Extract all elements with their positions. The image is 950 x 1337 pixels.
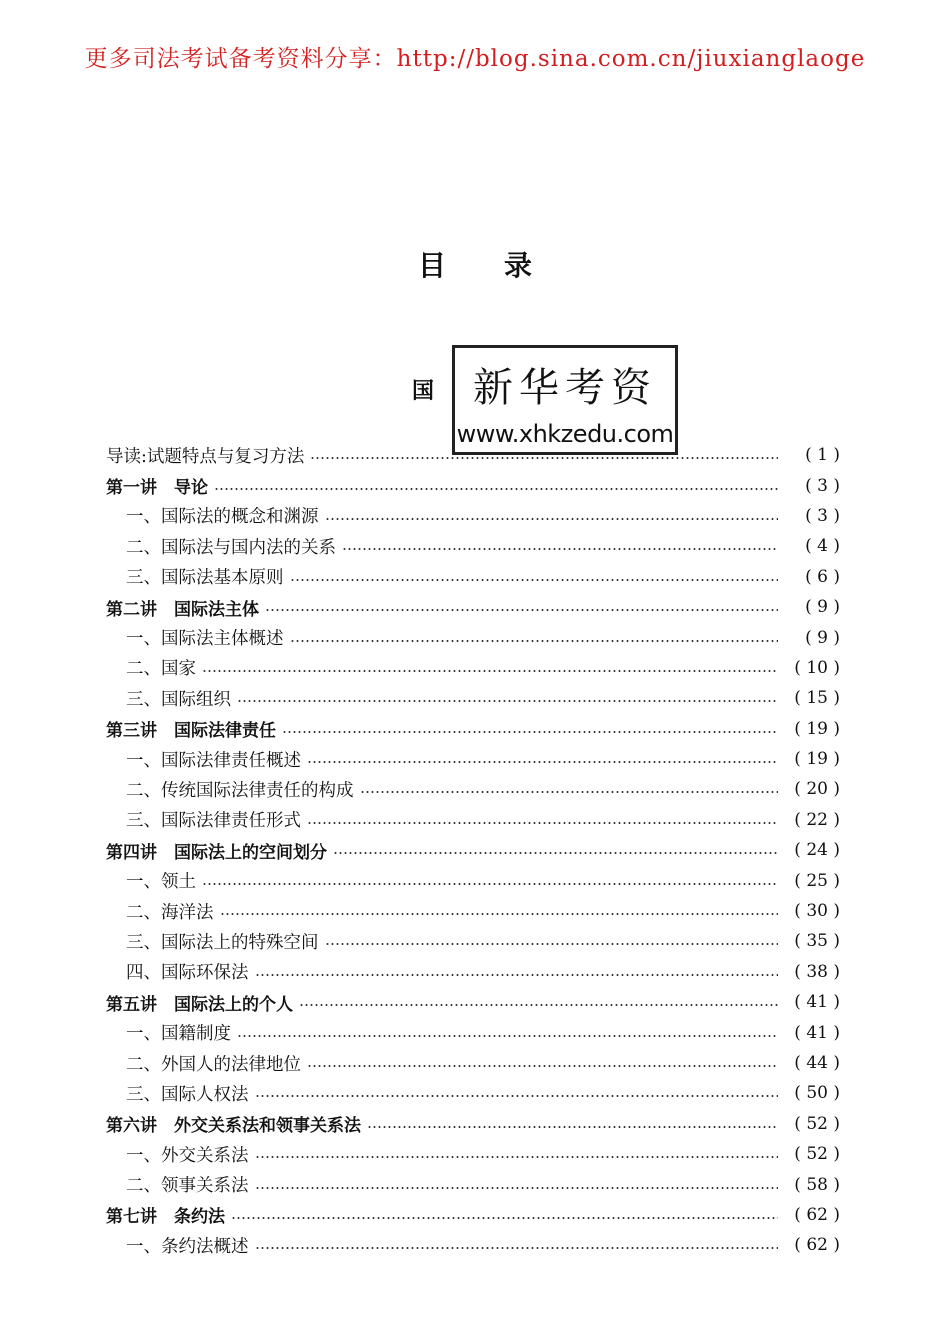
dot-leader [307, 761, 778, 763]
toc-entry-row[interactable] [106, 562, 840, 592]
toc-entry-row[interactable] [106, 1017, 840, 1047]
stamp-brand-text: 新华考资 [473, 365, 657, 411]
toc-page-number: ( 52 ) [794, 1144, 840, 1165]
toc-page-number: ( 20 ) [794, 779, 840, 800]
dot-leader [307, 1065, 778, 1067]
toc-entry-label: 二、传统国际法律责任的构成 [126, 780, 354, 801]
table-of-contents [106, 440, 840, 1261]
toc-page-number: ( 35 ) [794, 931, 840, 952]
toc-entry-row[interactable] [106, 531, 840, 561]
toc-page-number: ( 30 ) [794, 901, 840, 922]
toc-entry-row[interactable] [106, 653, 840, 683]
dot-leader [202, 883, 778, 885]
dot-leader [310, 457, 778, 459]
dot-leader [231, 1217, 778, 1219]
toc-chapter-row[interactable] [106, 1109, 840, 1139]
dot-leader [265, 609, 778, 611]
toc-entry-label: 第一讲 导论 [106, 478, 208, 499]
page-title: 目录 [417, 249, 590, 282]
toc-entry-row[interactable] [106, 774, 840, 804]
toc-entry-row[interactable] [106, 896, 840, 926]
toc-entry-label: 第六讲 外交关系法和领事关系法 [106, 1116, 361, 1137]
toc-chapter-row[interactable] [106, 714, 840, 744]
toc-entry-row[interactable] [106, 440, 840, 470]
dot-leader [342, 548, 778, 550]
dot-leader [237, 1035, 778, 1037]
dot-leader [255, 1247, 779, 1249]
dot-leader [282, 731, 778, 733]
dot-leader [360, 791, 779, 793]
toc-entry-row[interactable] [106, 1139, 840, 1169]
toc-entry-row[interactable] [106, 744, 840, 774]
toc-entry-label: 第二讲 国际法主体 [106, 599, 259, 620]
toc-entry-label: 二、海洋法 [126, 902, 214, 923]
toc-page-number: ( 52 ) [794, 1113, 840, 1134]
toc-chapter-row[interactable] [106, 592, 840, 622]
toc-entry-label: 一、外交关系法 [126, 1145, 249, 1166]
toc-page-number: ( 44 ) [794, 1053, 840, 1073]
toc-entry-label: 三、国际组织 [126, 689, 231, 710]
dot-leader [255, 1095, 779, 1097]
toc-entry-row[interactable] [106, 1078, 840, 1108]
toc-entry-label: 第七讲 条约法 [106, 1207, 225, 1228]
toc-entry-label: 一、国际法主体概述 [126, 629, 284, 650]
toc-entry-label: 二、国家 [126, 659, 196, 680]
toc-chapter-row[interactable] [106, 835, 840, 865]
dot-leader [255, 1187, 779, 1189]
toc-entry-row[interactable] [106, 1230, 840, 1260]
stamp-url-text: www.xhkzedu.com [456, 420, 674, 448]
toc-entry-label: 三、国际法上的特殊空间 [126, 932, 319, 953]
toc-page-number: ( 50 ) [794, 1083, 840, 1104]
toc-entry-row[interactable] [106, 1169, 840, 1199]
toc-entry-label: 一、国际法的概念和渊源 [126, 507, 319, 528]
dot-leader [290, 579, 779, 581]
dot-leader [220, 913, 779, 915]
toc-page-number: ( 62 ) [794, 1235, 840, 1256]
dot-leader [325, 943, 779, 945]
toc-page-number: ( 19 ) [794, 718, 840, 739]
toc-chapter-row[interactable] [106, 1200, 840, 1230]
toc-page-number: ( 58 ) [794, 1174, 840, 1195]
toc-page-number: ( 22 ) [794, 809, 840, 830]
toc-entry-label: 第四讲 国际法上的空间划分 [106, 842, 327, 863]
toc-entry-row[interactable] [106, 1048, 840, 1078]
section-heading: 国 [412, 379, 435, 404]
toc-entry-row[interactable] [106, 622, 840, 652]
toc-entry-row[interactable] [106, 957, 840, 987]
toc-page-number: ( 24 ) [794, 840, 840, 861]
toc-page-number: ( 3 ) [805, 475, 840, 496]
toc-entry-label: 三、国际法律责任形式 [126, 811, 301, 832]
watermark-stamp [452, 345, 678, 455]
toc-entry-label: 二、外国人的法律地位 [126, 1054, 301, 1075]
toc-page-number: ( 41 ) [794, 992, 840, 1013]
toc-page-number: ( 6 ) [805, 566, 840, 587]
toc-chapter-row[interactable] [106, 987, 840, 1017]
dot-leader [255, 1156, 779, 1158]
dot-leader [255, 974, 779, 976]
toc-page-number: ( 41 ) [794, 1022, 840, 1043]
toc-page-number: ( 3 ) [805, 505, 840, 526]
toc-entry-row[interactable] [106, 501, 840, 531]
banner-link[interactable]: 更多司法考试备考资料分享：http://blog.sina.com.cn/jiuxianglaoge [84, 46, 866, 72]
toc-entry-label: 第三讲 国际法律责任 [106, 721, 276, 742]
dot-leader [214, 488, 778, 490]
toc-entry-label: 三、国际人权法 [126, 1084, 249, 1105]
toc-entry-label: 第五讲 国际法上的个人 [106, 994, 293, 1015]
dot-leader [307, 822, 778, 824]
toc-entry-label: 三、国际法基本原则 [126, 568, 284, 589]
toc-entry-label: 四、国际环保法 [126, 963, 249, 984]
toc-page-number: ( 10 ) [794, 657, 840, 678]
toc-entry-row[interactable] [106, 926, 840, 956]
toc-page-number: ( 1 ) [805, 445, 840, 466]
dot-leader [367, 1126, 778, 1128]
dot-leader [237, 700, 778, 702]
toc-entry-label: 一、条约法概述 [126, 1236, 249, 1257]
toc-entry-label: 一、领土 [126, 872, 196, 893]
toc-chapter-row[interactable] [106, 470, 840, 500]
dot-leader [299, 1004, 778, 1006]
dot-leader [202, 670, 778, 672]
toc-entry-row[interactable] [106, 805, 840, 835]
toc-entry-label: 二、领事关系法 [126, 1176, 249, 1197]
toc-entry-label: 一、国际法律责任概述 [126, 750, 301, 771]
dot-leader [325, 518, 779, 520]
toc-entry-label: 导读:试题特点与复习方法 [106, 446, 305, 467]
toc-page-number: ( 9 ) [805, 597, 840, 618]
toc-entry-label: 一、国籍制度 [126, 1024, 231, 1045]
toc-entry-row[interactable] [106, 865, 840, 895]
toc-page-number: ( 9 ) [805, 627, 840, 648]
toc-page-number: ( 15 ) [794, 688, 840, 709]
toc-entry-row[interactable] [106, 683, 840, 713]
toc-page-number: ( 38 ) [794, 961, 840, 982]
dot-leader [290, 640, 779, 642]
dot-leader [333, 852, 778, 854]
toc-page-number: ( 4 ) [805, 536, 840, 557]
toc-page-number: ( 19 ) [794, 749, 840, 770]
toc-entry-label: 二、国际法与国内法的关系 [126, 537, 336, 558]
toc-page-number: ( 25 ) [794, 870, 840, 891]
toc-page-number: ( 62 ) [794, 1204, 840, 1225]
